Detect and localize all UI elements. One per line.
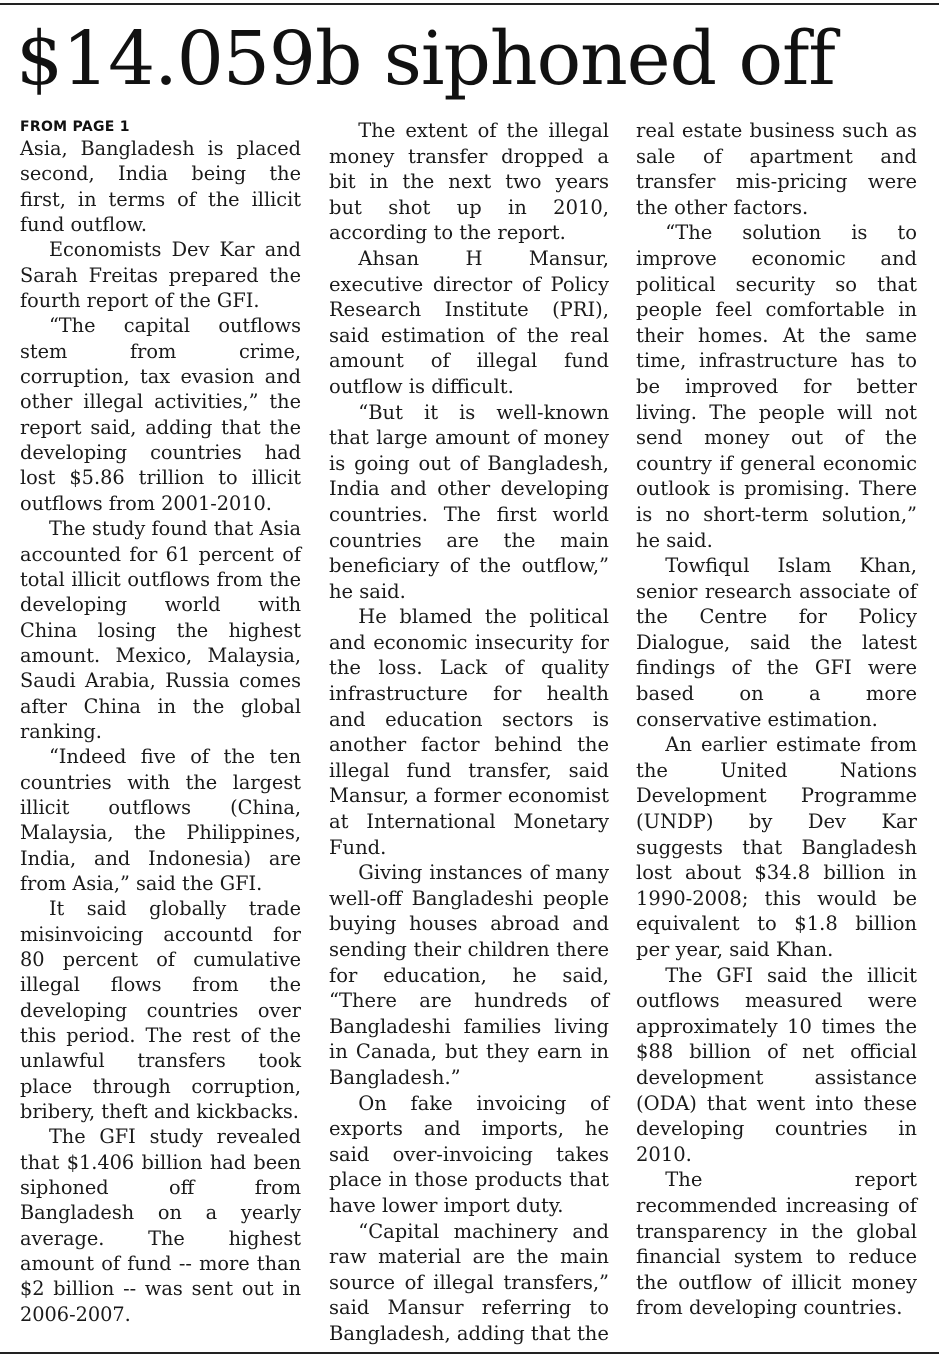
- paragraph: The GFI said the illicit outflows measured were approximately 10 times the $88 billion of net official development assistance (ODA) that went into these developing countries in 2010.: [636, 963, 917, 1166]
- paragraph: Ahsan H Mansur, executive director of Policy Research Institute (PRI), said estimation of the real amount of illegal fund outflow is difficult.: [329, 246, 609, 398]
- article-column-2: [329, 118, 609, 1347]
- paragraph: Giving instances of many well-off Bangladeshi people buying houses abroad and sending their children there for education, he said, “There are hundreds of Bangladeshi families living in Canada, but they earn in Bangladesh.”: [329, 861, 609, 1089]
- paragraph: Asia, Bangladesh is placed second, India being the first, in terms of the illicit fund outflow.: [20, 137, 301, 237]
- paragraph: On fake invoicing of exports and imports, he said over-invoicing takes place in those products that have lower import duty.: [329, 1091, 609, 1217]
- bottom-rule: [0, 1352, 939, 1354]
- headline: $14.059b siphoned off: [16, 16, 835, 102]
- paragraph: It said globally trade misinvoicing accountd for 80 percent of cumulative illegal flows from the developing countries over this period. The rest of the unlawful transfers took place through corruption, bribery, theft and kickbacks.: [20, 897, 301, 1124]
- paragraph: The study found that Asia accounted for 61 percent of total illicit outflows from the developing world with China losing the highest amount. Mexico, Malaysia, Saudi Arabia, Russia comes after China in the global ranking.: [20, 517, 301, 743]
- paragraph: The report recommended increasing of transparency in the global financial system to reduce the outflow of illicit money from developing countries.: [636, 1168, 917, 1320]
- top-rule: [0, 3, 939, 5]
- paragraph: Towfiqul Islam Khan, senior research associate of the Centre for Policy Dialogue, said the latest findings of the GFI were based on a more conservative estimation.: [636, 554, 917, 731]
- paragraph: “The solution is to improve economic and political security so that people feel comfortable in their homes. At the same time, infrastructure has to be improved for better living. The people will not send money out of the country if general economic outlook is promising. There is no short-term solution,” he said.: [636, 221, 917, 552]
- paragraph: An earlier estimate from the United Nations Development Programme (UNDP) by Dev Kar suggests that Bangladesh lost about $34.8 billion in 1990-2008; this would be equivalent to $1.8 billion per year, said Khan.: [636, 733, 917, 961]
- paragraph: real estate business such as sale of apartment and transfer mis-pricing were the other factors.: [636, 119, 917, 219]
- paragraph: “Indeed five of the ten countries with the largest illicit outflows (China, Malaysia, the Philippines, India, and Indonesia) are from Asia,” said the GFI.: [20, 745, 301, 895]
- article-column-1: [20, 118, 301, 1327]
- paragraph: The GFI study revealed that $1.406 billion had been siphoned off from Bangladesh on a yearly average. The highest amount of fund -- more than $2 billion -- was sent out in 2006-2007.: [20, 1125, 301, 1326]
- article-column-3: [636, 118, 917, 1321]
- paragraph: “Capital machinery and raw material are the main source of illegal transfers,” said Mansur referring to Bangladesh, adding that the: [329, 1219, 609, 1345]
- paragraph: “But it is well-known that large amount of money is going out of Bangladesh, India and other developing countries. The first world countries are the main beneficiary of the outflow,” he said.: [329, 400, 609, 603]
- kicker-from-page-1: FROM PAGE 1: [20, 119, 130, 135]
- paragraph: Economists Dev Kar and Sarah Freitas prepared the fourth report of the GFI.: [20, 238, 301, 313]
- paragraph: “The capital outflows stem from crime, corruption, tax evasion and other illegal activities,” the report said, adding that the developing countries had lost $5.86 trillion to illicit outflows from 2001-2010.: [20, 314, 301, 515]
- paragraph: He blamed the political and economic insecurity for the loss. Lack of quality infrastructure for health and education sectors is another factor behind the illegal fund transfer, said Mansur, a former economist at International Monetary Fund.: [329, 605, 609, 859]
- paragraph: The extent of the illegal money transfer dropped a bit in the next two years but shot up in 2010, according to the report.: [329, 119, 609, 245]
